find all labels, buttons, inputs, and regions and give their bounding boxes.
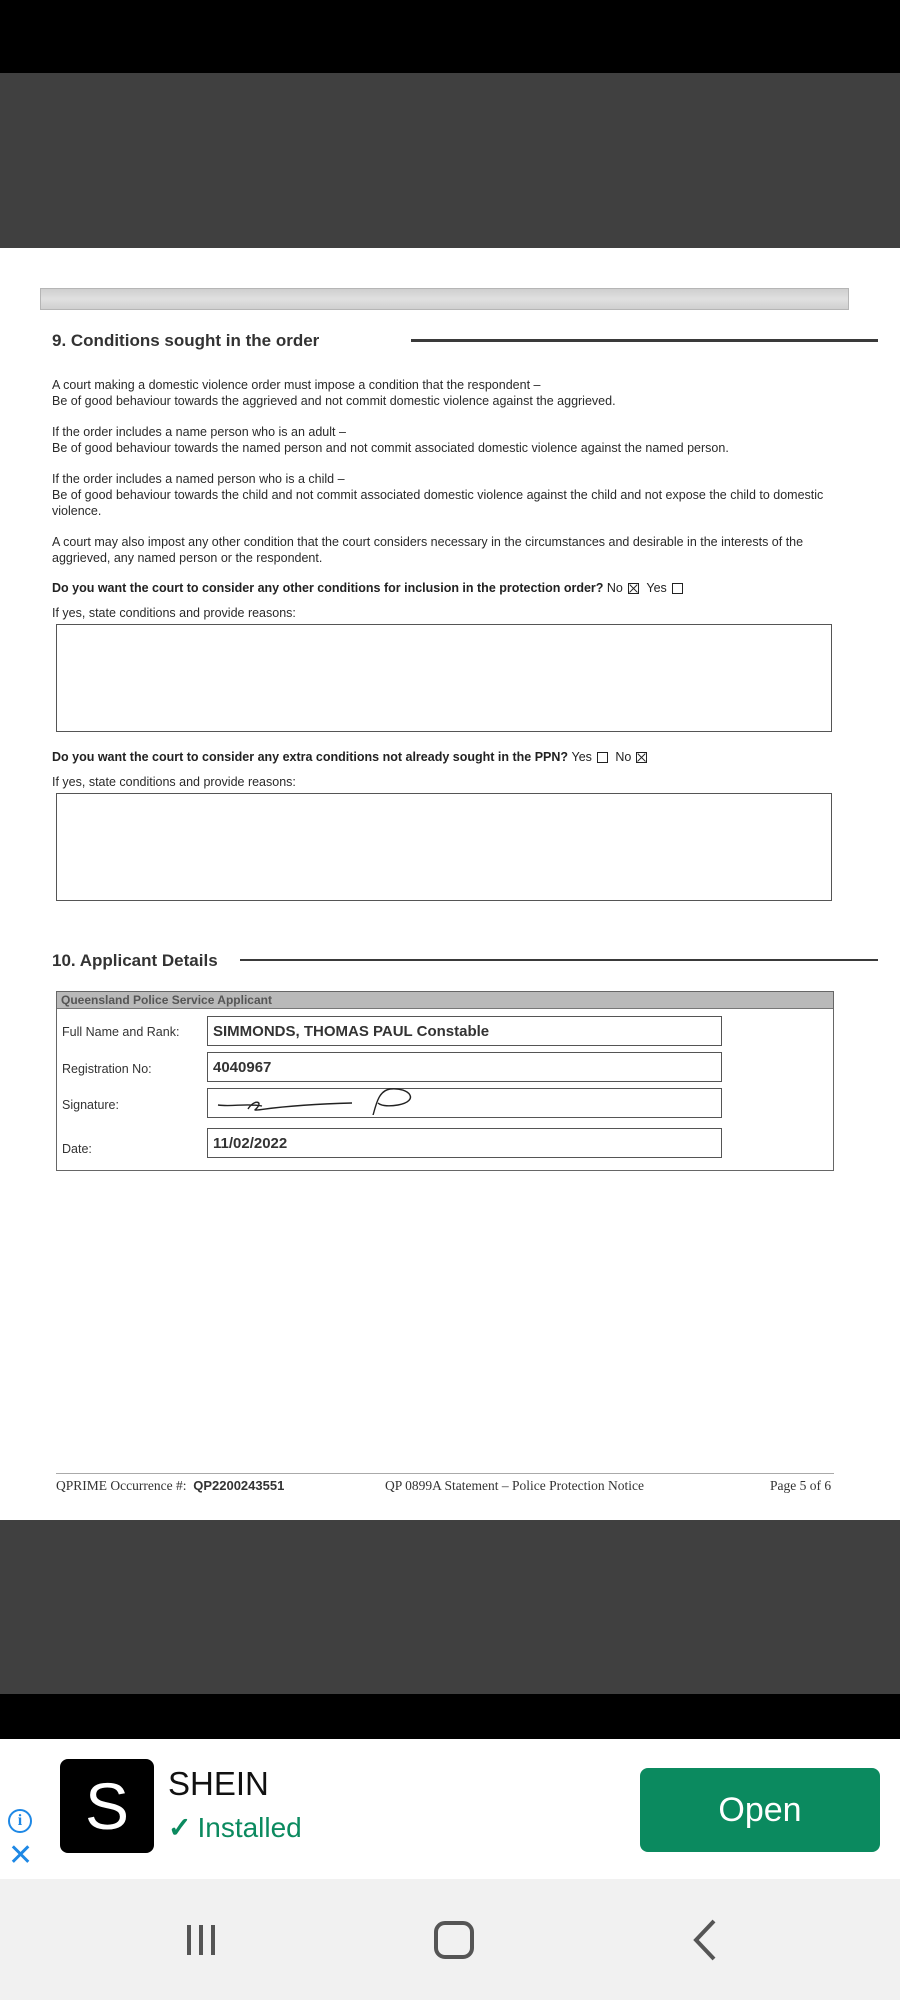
checkbox-yes[interactable] [672, 583, 683, 594]
hint-text: If yes, state conditions and provide reasons: [52, 606, 296, 620]
full-name-label: Full Name and Rank: [62, 1025, 180, 1039]
navigation-bar [0, 1879, 900, 2000]
paragraph-adult: If the order includes a name person who is an adult – Be of good behaviour towards the named person and not commit associated domestic violence against the named person. [52, 425, 729, 455]
recents-icon[interactable] [172, 1909, 232, 1969]
hint-text: If yes, state conditions and provide reasons: [52, 775, 296, 789]
back-icon[interactable] [676, 1909, 736, 1969]
paragraph-child: If the order includes a named person who is a child – Be of good behaviour towards the child and not commit associated domestic violence against the child and not expose the child to domestic violence. [52, 472, 824, 518]
registration-field[interactable]: 4040967 [207, 1052, 722, 1082]
section-10-title: 10. Applicant Details [52, 951, 218, 970]
signature-image [212, 1085, 412, 1115]
checkbox-no-checked[interactable] [628, 583, 639, 594]
status-bar [0, 0, 900, 73]
other-conditions-textbox[interactable] [56, 624, 832, 732]
checkbox-yes[interactable] [597, 752, 608, 763]
home-icon[interactable] [424, 1909, 484, 1969]
info-icon[interactable]: i [8, 1809, 32, 1833]
ad-app-name[interactable]: SHEIN [168, 1765, 269, 1802]
date-field[interactable]: 11/02/2022 [207, 1128, 722, 1158]
close-icon[interactable]: ✕ [8, 1839, 34, 1872]
section-divider-bar [40, 288, 849, 310]
applicant-table [56, 991, 834, 1171]
ad-separator [0, 1694, 900, 1739]
question-extra-conditions: Do you want the court to consider any extra conditions not already sought in the PPN? Yes No [52, 750, 651, 764]
section-9-title: 9. Conditions sought in the order [52, 331, 320, 350]
full-name-field[interactable]: SIMMONDS, THOMAS PAUL Constable [207, 1016, 722, 1046]
check-icon: ✓ [168, 1812, 192, 1843]
date-label: Date: [62, 1142, 92, 1156]
document-page[interactable] [0, 248, 900, 1520]
ad-banner[interactable] [0, 1739, 900, 1879]
footer-form-title: QP 0899A Statement – Police Protection Notice [385, 1478, 644, 1493]
paragraph-other-conditions: A court may also impost any other condition that the court considers necessary in the circumstances and desirable in the interests of the aggrieved, any named person or the respondent. [52, 535, 804, 565]
ad-install-status: ✓ Installed [168, 1812, 302, 1843]
footer-occurrence: QPRIME Occurrence #: QP2200243551 [56, 1478, 285, 1493]
section-10-rule [240, 959, 878, 961]
footer-rule [56, 1473, 834, 1474]
registration-label: Registration No: [62, 1062, 152, 1076]
signature-label: Signature: [62, 1098, 119, 1112]
extra-conditions-textbox[interactable] [56, 793, 832, 901]
signature-field[interactable] [207, 1088, 722, 1118]
question-other-conditions: Do you want the court to consider any other conditions for inclusion in the protection order? No Yes [52, 581, 687, 595]
applicant-table-header: Queensland Police Service Applicant [57, 992, 833, 1009]
viewer-background-top [0, 73, 900, 248]
open-button[interactable]: Open [640, 1768, 880, 1852]
viewer-background-bottom [0, 1520, 900, 1694]
footer-page-number: Page 5 of 6 [770, 1478, 832, 1493]
paragraph-respondent: A court making a domestic violence order must impose a condition that the respondent – Be of good behaviour towards the aggrieved and not commit domestic violence against the aggrieved. [52, 378, 616, 408]
checkbox-no-checked[interactable] [636, 752, 647, 763]
shein-app-icon[interactable]: S [60, 1759, 154, 1853]
section-9-rule [411, 339, 878, 342]
